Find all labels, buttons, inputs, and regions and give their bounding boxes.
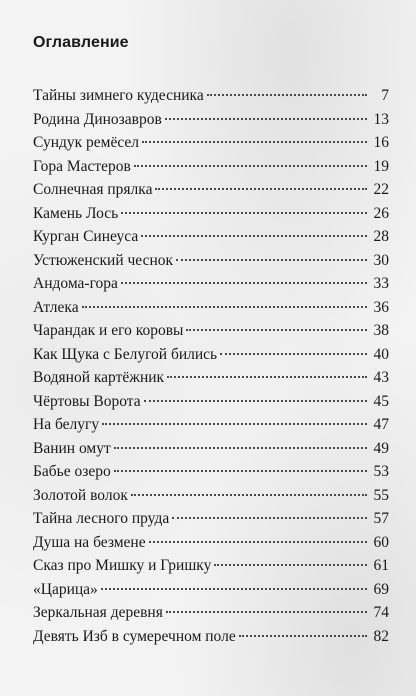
dot-leader <box>82 306 367 308</box>
dot-leader <box>186 329 367 331</box>
toc-entry-title: Сказ про Мишку и Гришку <box>33 557 212 574</box>
dot-leader <box>172 517 367 519</box>
toc-entry-page-number: 7 <box>381 87 389 104</box>
toc-entry-page-number: 61 <box>373 557 389 574</box>
toc-entry <box>33 178 389 202</box>
toc-entry-title: Тайны зимнего кудесника <box>33 87 204 104</box>
toc-entry <box>33 319 389 343</box>
toc-entry <box>33 507 389 531</box>
toc-entry-page-number: 47 <box>373 416 389 433</box>
toc-entry-title: Устюженский чеснок <box>33 251 174 269</box>
toc-entry-title: Гора Мастеров <box>33 157 131 175</box>
toc-entry-title: Сундук ремёсел <box>33 134 140 151</box>
toc-entry-title: Зеркальная деревня <box>33 604 163 621</box>
toc-entry <box>33 484 389 508</box>
page-title: Оглавление <box>33 34 129 51</box>
toc-entry <box>33 272 389 296</box>
toc-entry-title: Тайна лесного пруда <box>33 510 170 527</box>
table-of-contents <box>33 84 389 648</box>
toc-entry <box>33 625 389 649</box>
toc-entry-page-number: 26 <box>373 204 389 222</box>
toc-entry-title: Ванин омут <box>33 439 111 457</box>
dot-leader <box>134 165 367 167</box>
toc-entry <box>33 366 389 390</box>
toc-entry <box>33 84 389 108</box>
toc-entry-page-number: 13 <box>373 110 389 128</box>
toc-entry-page-number: 45 <box>373 392 389 410</box>
dot-leader <box>121 282 367 284</box>
toc-entry-page-number: 40 <box>373 345 389 363</box>
toc-entry-page-number: 33 <box>373 275 389 292</box>
toc-entry <box>33 578 389 602</box>
toc-entry-page-number: 16 <box>373 134 389 151</box>
toc-entry <box>33 155 389 179</box>
toc-entry-title: Андома-гора <box>33 275 118 292</box>
toc-entry <box>33 601 389 625</box>
dot-leader <box>167 376 367 378</box>
toc-entry <box>33 343 389 367</box>
toc-entry-title: Золотой волок <box>33 486 128 504</box>
toc-entry-title: Родина Динозавров <box>33 110 162 128</box>
toc-entry-title: Как Щука с Белугой бились <box>33 345 218 363</box>
dot-leader <box>102 423 367 425</box>
toc-entry <box>33 108 389 132</box>
toc-entry <box>33 413 389 437</box>
toc-entry-page-number: 22 <box>373 181 389 198</box>
dot-leader <box>155 188 367 190</box>
toc-entry-page-number: 30 <box>373 251 389 269</box>
toc-entry-title: «Царица» <box>33 580 98 598</box>
toc-entry-page-number: 49 <box>373 439 389 457</box>
dot-leader <box>141 235 367 237</box>
toc-entry-page-number: 74 <box>373 604 389 621</box>
toc-entry-title: Камень Лось <box>33 204 119 222</box>
toc-entry-page-number: 19 <box>373 157 389 175</box>
dot-leader <box>131 494 367 496</box>
dot-leader <box>220 353 367 355</box>
toc-entry-page-number: 55 <box>373 486 389 504</box>
toc-entry <box>33 531 389 555</box>
toc-entry-title: Солнечная прялка <box>33 181 153 198</box>
dot-leader <box>144 400 367 402</box>
toc-entry-page-number: 36 <box>373 298 389 316</box>
dot-leader <box>149 541 367 543</box>
toc-entry-page-number: 57 <box>373 510 389 527</box>
toc-entry-page-number: 38 <box>373 322 389 339</box>
dot-leader <box>166 611 367 613</box>
toc-entry-title: Атлека <box>33 298 79 316</box>
dot-leader <box>114 447 367 449</box>
toc-entry-page-number: 60 <box>373 533 389 551</box>
toc-entry-page-number: 82 <box>373 627 389 645</box>
toc-entry-title: Чарандак и его коровы <box>33 322 184 339</box>
dot-leader <box>101 588 367 590</box>
toc-entry <box>33 460 389 484</box>
toc-entry <box>33 554 389 578</box>
toc-entry-title: Бабье озеро <box>33 463 111 480</box>
dot-leader <box>121 212 367 214</box>
toc-entry-page-number: 43 <box>373 369 389 386</box>
dot-leader <box>176 259 367 261</box>
toc-entry-page-number: 53 <box>373 463 389 480</box>
toc-entry <box>33 202 389 226</box>
toc-entry-title: Девять Изб в сумеречном поле <box>33 627 236 645</box>
dot-leader <box>207 94 367 96</box>
toc-entry-page-number: 69 <box>373 580 389 598</box>
toc-entry-title: Курган Синеуса <box>33 228 139 245</box>
toc-entry <box>33 296 389 320</box>
toc-entry <box>33 225 389 249</box>
toc-entry-title: На белугу <box>33 416 100 433</box>
toc-entry <box>33 249 389 273</box>
toc-entry-title: Душа на безмене <box>33 533 146 551</box>
toc-entry-page-number: 28 <box>373 228 389 245</box>
toc-entry <box>33 390 389 414</box>
toc-entry-title: Чёртовы Ворота <box>33 392 141 410</box>
dot-leader <box>165 118 367 120</box>
dot-leader <box>114 470 367 472</box>
dot-leader <box>214 564 367 566</box>
toc-entry <box>33 437 389 461</box>
dot-leader <box>142 141 367 143</box>
toc-entry <box>33 131 389 155</box>
dot-leader <box>239 635 367 637</box>
toc-entry-title: Водяной картёжник <box>33 369 165 386</box>
